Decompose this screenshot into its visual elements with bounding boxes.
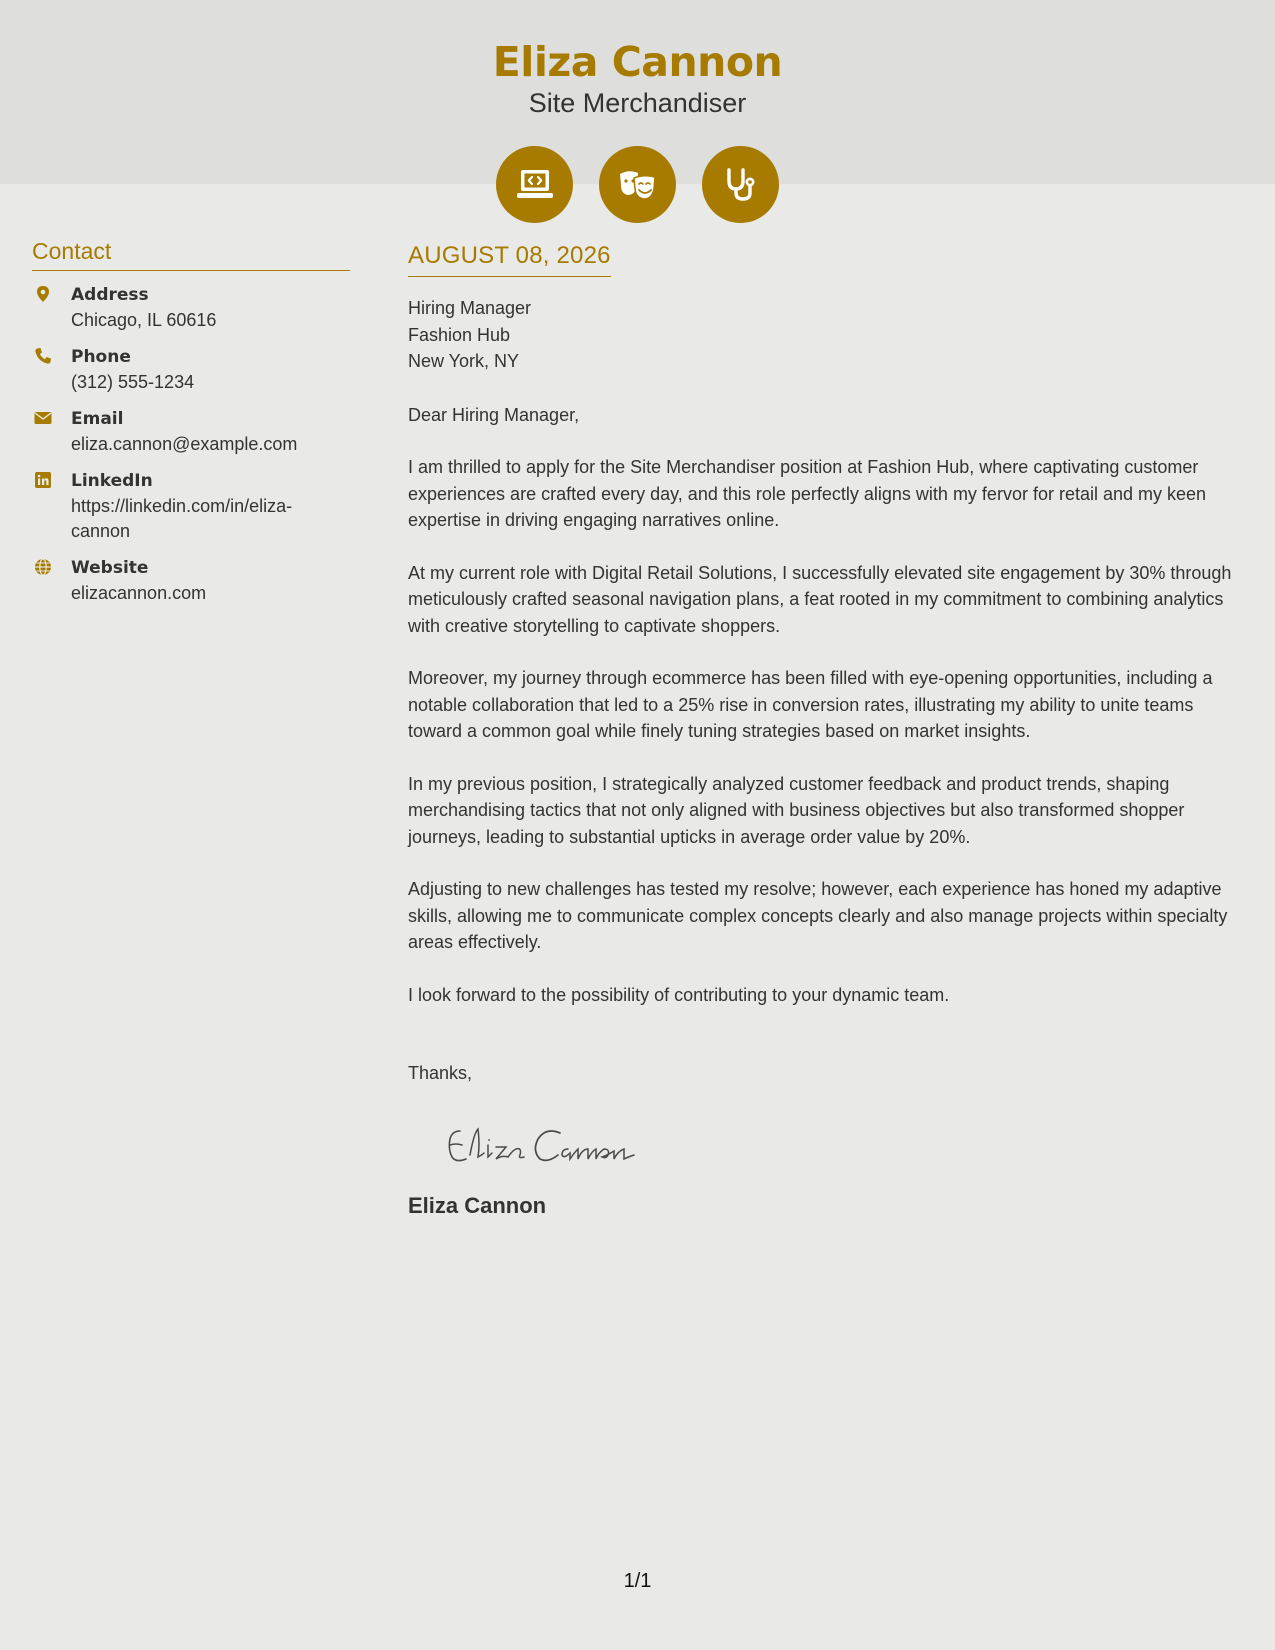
letter-paragraph: I look forward to the possibility of contributing to your dynamic team.: [408, 984, 950, 1005]
recipient-line: New York, NY: [408, 351, 520, 371]
contact-sidebar: [32, 236, 350, 618]
stethoscope-icon: [702, 146, 779, 223]
website-value[interactable]: elizacannon.com: [71, 583, 207, 603]
applicant-name: Eliza Cannon: [492, 38, 783, 86]
signer-name: Eliza Cannon: [408, 1192, 547, 1218]
contact-item-address: [32, 283, 350, 333]
linkedin-icon: [34, 471, 52, 489]
contact-item-website: [32, 556, 350, 606]
email-value[interactable]: eliza.cannon@example.com: [71, 434, 298, 454]
laptop-code-icon: [496, 146, 573, 223]
applicant-job-title: Site Merchandiser: [528, 88, 747, 118]
linkedin-value[interactable]: https://linkedin.com/in/eliza-cannon: [71, 496, 293, 541]
phone-icon: [34, 347, 52, 365]
email-label: Email: [71, 409, 124, 429]
theater-masks-icon: [599, 146, 676, 223]
globe-icon: [34, 558, 52, 576]
phone-value: (312) 555-1234: [71, 372, 195, 392]
envelope-icon: [34, 409, 52, 427]
phone-label: Phone: [71, 347, 131, 367]
letter-date: AUGUST 08, 2026: [408, 236, 611, 277]
interest-icons: [496, 146, 780, 223]
linkedin-label: LinkedIn: [71, 471, 153, 491]
address-label: Address: [71, 285, 149, 305]
letter-paragraph: Moreover, my journey through ecommerce has been filled with eye-opening opportunities, including a notable collaboration that led to a 25% rise in conversion rates, illustrating my ability to unite teams toward a common goal while finely tuning strategies based on market insights.: [408, 668, 1213, 741]
contact-item-linkedin: [32, 469, 350, 544]
letter-paragraph: Adjusting to new challenges has tested my resolve; however, each experience has honed my adaptive skills, allowing me to communicate complex concepts clearly and also manage projects within specialty areas effectively.: [408, 879, 1228, 952]
map-pin-icon: [34, 285, 52, 303]
letter-paragraph: I am thrilled to apply for the Site Merchandiser position at Fashion Hub, where captivating customer experiences are crafted every day, and this role perfectly aligns with my fervor for retail and my keen expertise in driving engaging narratives online.: [408, 457, 1207, 530]
recipient-line: Hiring Manager: [408, 298, 532, 318]
closing: Thanks,: [408, 1063, 473, 1083]
salutation: Dear Hiring Manager,: [408, 404, 580, 425]
recipient-line: Fashion Hub: [408, 324, 511, 345]
contact-item-email: [32, 407, 350, 457]
contact-heading: Contact: [32, 236, 350, 271]
letter-paragraph: In my previous position, I strategically analyzed customer feedback and product trends, shaping merchandising tactics that not only aligned with business objectives but also transformed shopper journeys, leading to substantial upticks in average order value by 20%.: [408, 773, 1185, 847]
letter-paragraph: At my current role with Digital Retail Solutions, I successfully elevated site engagement by 30% through meticulously crafted seasonal navigation plans, a feat rooted in my commitment to combining analytics with creative storytelling to captivate shoppers.: [408, 562, 1232, 636]
handwritten-signature: [438, 1115, 1248, 1175]
page-number: 1/1: [623, 1570, 652, 1592]
contact-item-phone: [32, 345, 350, 395]
letter-body: [408, 236, 1248, 1221]
recipient-block: [408, 295, 1248, 375]
address-value: Chicago, IL 60616: [71, 310, 217, 330]
website-label: Website: [71, 558, 149, 578]
